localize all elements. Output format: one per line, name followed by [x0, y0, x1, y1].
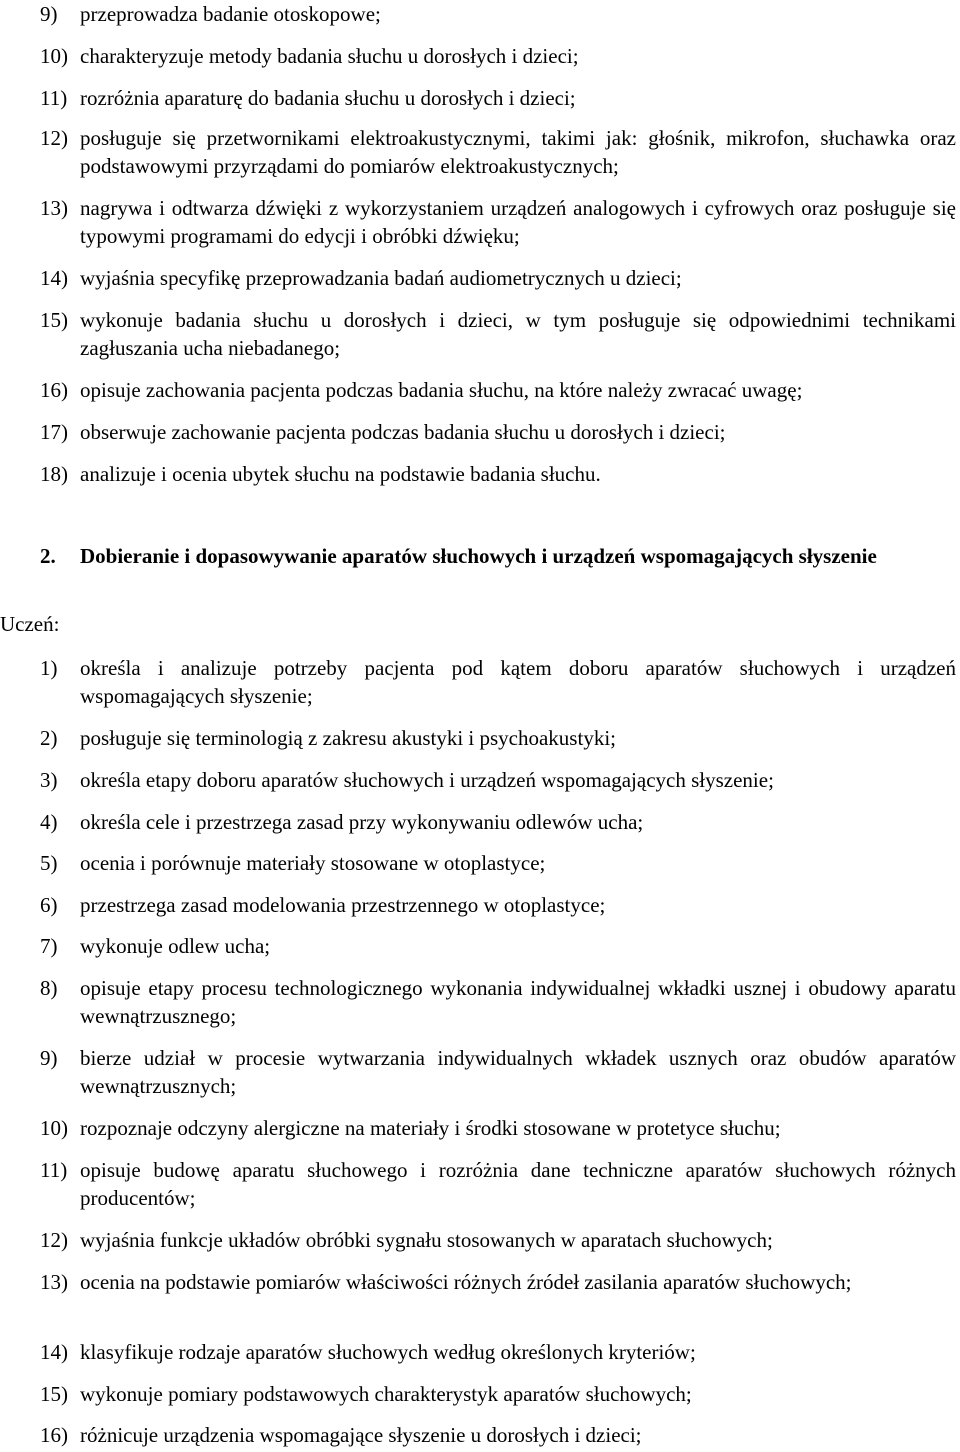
student-label: Uczeń:	[0, 612, 60, 636]
list-item	[40, 932, 956, 960]
list-item-text: określa i analizuje potrzeby pacjenta pod kątem doboru aparatów słuchowych i urządzeń wspomagających słyszenie;	[80, 656, 956, 708]
list-item-number: 9)	[40, 1046, 58, 1070]
list-item	[40, 84, 956, 112]
list-item-number: 12)	[40, 126, 68, 150]
list-item	[40, 460, 956, 488]
list-item-text: nagrywa i odtwarza dźwięki z wykorzystaniem urządzeń analogowych i cyfrowych oraz posługuje się typowymi programami do edycji i obróbki dźwięku;	[80, 196, 956, 248]
list-item-text: wykonuje odlew ucha;	[80, 934, 271, 958]
list-item-number: 7)	[40, 934, 58, 958]
section-title: Dobieranie i dopasowywanie aparatów słuchowych i urządzeń wspomagających słyszenie	[80, 544, 877, 568]
list-item-text: ocenia na podstawie pomiarów właściwości różnych źródeł zasilania aparatów słuchowych;	[80, 1270, 852, 1294]
list-item-number: 14)	[40, 1340, 68, 1364]
list-item-text: rozróżnia aparaturę do badania słuchu u dorosłych i dzieci;	[80, 86, 576, 110]
list-item	[40, 1338, 956, 1366]
list-item-number: 14)	[40, 266, 68, 290]
list-item-number: 5)	[40, 851, 58, 875]
list-item	[40, 974, 956, 1030]
list-item-text: określa etapy doboru aparatów słuchowych i urządzeń wspomagających słyszenie;	[80, 768, 774, 792]
list-item-text: określa cele i przestrzega zasad przy wykonywaniu odlewów ucha;	[80, 810, 644, 834]
list-item-text: opisuje zachowania pacjenta podczas badania słuchu, na które należy zwracać uwagę;	[80, 378, 803, 402]
list-item-text: posługuje się terminologią z zakresu akustyki i psychoakustyki;	[80, 726, 616, 750]
list-item-number: 18)	[40, 462, 68, 486]
list-item-text: wykonuje badania słuchu u dorosłych i dzieci, w tym posługuje się odpowiednimi technikami zagłuszania ucha niebadanego;	[80, 308, 956, 360]
list-item	[40, 724, 956, 752]
list-item	[40, 808, 956, 836]
list-item	[40, 306, 956, 362]
list-item	[40, 1156, 956, 1212]
list-item-number: 15)	[40, 1382, 68, 1406]
list-item-number: 17)	[40, 420, 68, 444]
list-item	[40, 42, 956, 70]
list-item-number: 13)	[40, 196, 68, 220]
list-item-text: analizuje i ocenia ubytek słuchu na podstawie badania słuchu.	[80, 462, 601, 486]
list-item	[40, 1268, 956, 1296]
list-item-text: posługuje się przetwornikami elektroakustycznymi, takimi jak: głośnik, mikrofon, słuchawka oraz podstawowymi przyrządami do pomiarów elektroakustycznych;	[80, 126, 956, 178]
list-item-number: 13)	[40, 1270, 68, 1294]
list-item-number: 6)	[40, 893, 58, 917]
list-item	[40, 654, 956, 710]
list-item-text: przeprowadza badanie otoskopowe;	[80, 2, 381, 26]
list-item	[40, 891, 956, 919]
list-item-text: charakteryzuje metody badania słuchu u dorosłych i dzieci;	[80, 44, 579, 68]
list-item-text: wyjaśnia specyfikę przeprowadzania badań audiometrycznych u dzieci;	[80, 266, 682, 290]
list-item-number: 10)	[40, 44, 68, 68]
list-item-text: wyjaśnia funkcje układów obróbki sygnału stosowanych w aparatach słuchowych;	[80, 1228, 773, 1252]
list-item	[40, 1044, 956, 1100]
list-item-number: 15)	[40, 308, 68, 332]
list-item	[40, 849, 956, 877]
list-item-number: 16)	[40, 378, 68, 402]
list-item	[40, 264, 956, 292]
list-item	[40, 766, 956, 794]
list-item-number: 9)	[40, 2, 58, 26]
list-item	[40, 1421, 956, 1449]
list-item-text: przestrzega zasad modelowania przestrzennego w otoplastyce;	[80, 893, 606, 917]
list-item-number: 8)	[40, 976, 58, 1000]
list-item-text: klasyfikuje rodzaje aparatów słuchowych według określonych kryteriów;	[80, 1340, 696, 1364]
list-item-number: 10)	[40, 1116, 68, 1140]
list-item-text: opisuje etapy procesu technologicznego wykonania indywidualnej wkładki usznej i obudowy aparatu wewnątrzusznego;	[80, 976, 956, 1028]
list-item-number: 11)	[40, 1158, 68, 1182]
list-item	[40, 376, 956, 404]
list-item-text: opisuje budowę aparatu słuchowego i rozróżnia dane techniczne aparatów słuchowych różnych producentów;	[80, 1158, 956, 1210]
list-item-number: 16)	[40, 1423, 68, 1447]
list-item-number: 4)	[40, 810, 58, 834]
list-item	[40, 124, 956, 180]
list-item-number: 1)	[40, 656, 58, 680]
list-item	[40, 194, 956, 250]
list-item	[40, 1380, 956, 1408]
list-item	[40, 0, 956, 28]
list-item-text: bierze udział w procesie wytwarzania indywidualnych wkładek usznych oraz obudów aparatów wewnątrzusznych;	[80, 1046, 956, 1098]
list-item-text: rozpoznaje odczyny alergiczne na materiały i środki stosowane w protetyce słuchu;	[80, 1116, 781, 1140]
list-item	[40, 1226, 956, 1254]
section-heading	[40, 542, 956, 570]
list-item-number: 3)	[40, 768, 58, 792]
list-item-text: obserwuje zachowanie pacjenta podczas badania słuchu u dorosłych i dzieci;	[80, 420, 726, 444]
list-item	[40, 418, 956, 446]
list-item-text: wykonuje pomiary podstawowych charakterystyk aparatów słuchowych;	[80, 1382, 692, 1406]
list-item-text: różnicuje urządzenia wspomagające słyszenie u dorosłych i dzieci;	[80, 1423, 642, 1447]
list-item-number: 12)	[40, 1228, 68, 1252]
section-number: 2.	[40, 544, 56, 568]
list-item-number: 11)	[40, 86, 68, 110]
list-item	[40, 1114, 956, 1142]
list-item-text: ocenia i porównuje materiały stosowane w otoplastyce;	[80, 851, 546, 875]
list-item-number: 2)	[40, 726, 58, 750]
